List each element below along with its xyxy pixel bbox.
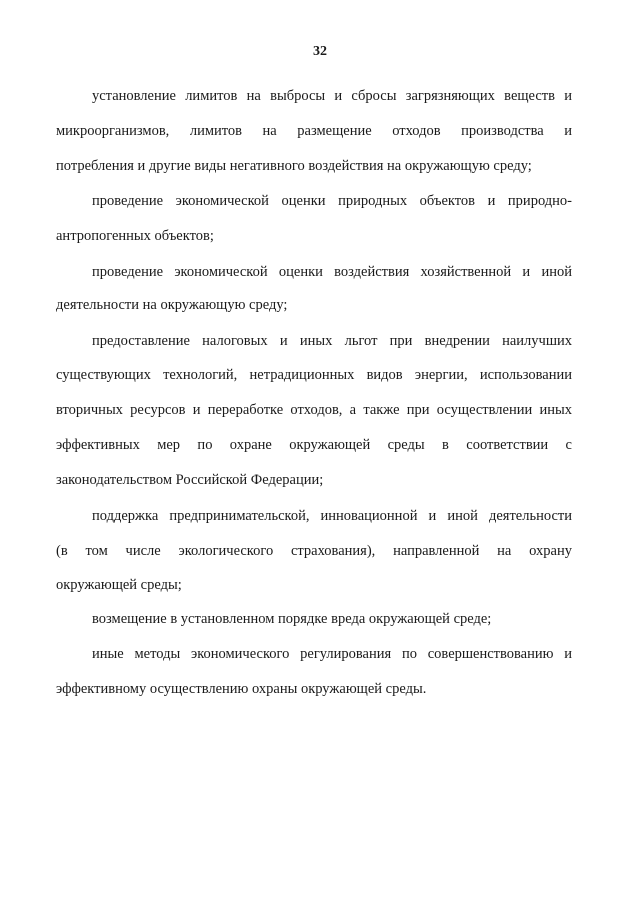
text-line: возмещение в установленном порядке вреда окружающей среде; <box>92 611 492 627</box>
text-line: законодательством Российской Федерации; <box>56 472 324 488</box>
text-line: вторичных ресурсов и переработке отходов, а также при осуществлении иных <box>56 402 572 418</box>
text-line: предоставление налоговых и иных льгот при внедрении наилучших <box>92 333 572 349</box>
text-line: деятельности на окружающую среду; <box>56 297 288 313</box>
text-line: проведение экономической оценки природных объектов и природно- <box>92 193 572 209</box>
text-line: установление лимитов на выбросы и сбросы загрязняющих веществ и <box>92 88 572 104</box>
text-line: окружающей среды; <box>56 577 182 593</box>
page-number: 32 <box>313 44 327 59</box>
text-line: эффективному осуществлению охраны окружающей среды. <box>56 681 427 697</box>
text-line: (в том числе экологического страхования), направленной на охрану <box>56 543 572 559</box>
text-line: эффективных мер по охране окружающей среды в соответствии с <box>56 437 572 453</box>
text-line: поддержка предпринимательской, инновационной и иной деятельности <box>92 508 572 524</box>
text-line: проведение экономической оценки воздействия хозяйственной и иной <box>92 264 572 280</box>
text-line: микроорганизмов, лимитов на размещение отходов производства и <box>56 123 572 139</box>
text-line: потребления и другие виды негативного воздействия на окружающую среду; <box>56 158 532 174</box>
text-line: антропогенных объектов; <box>56 228 214 244</box>
text-line: существующих технологий, нетрадиционных видов энергии, использовании <box>56 367 572 383</box>
text-line: иные методы экономического регулирования по совершенствованию и <box>92 646 572 662</box>
